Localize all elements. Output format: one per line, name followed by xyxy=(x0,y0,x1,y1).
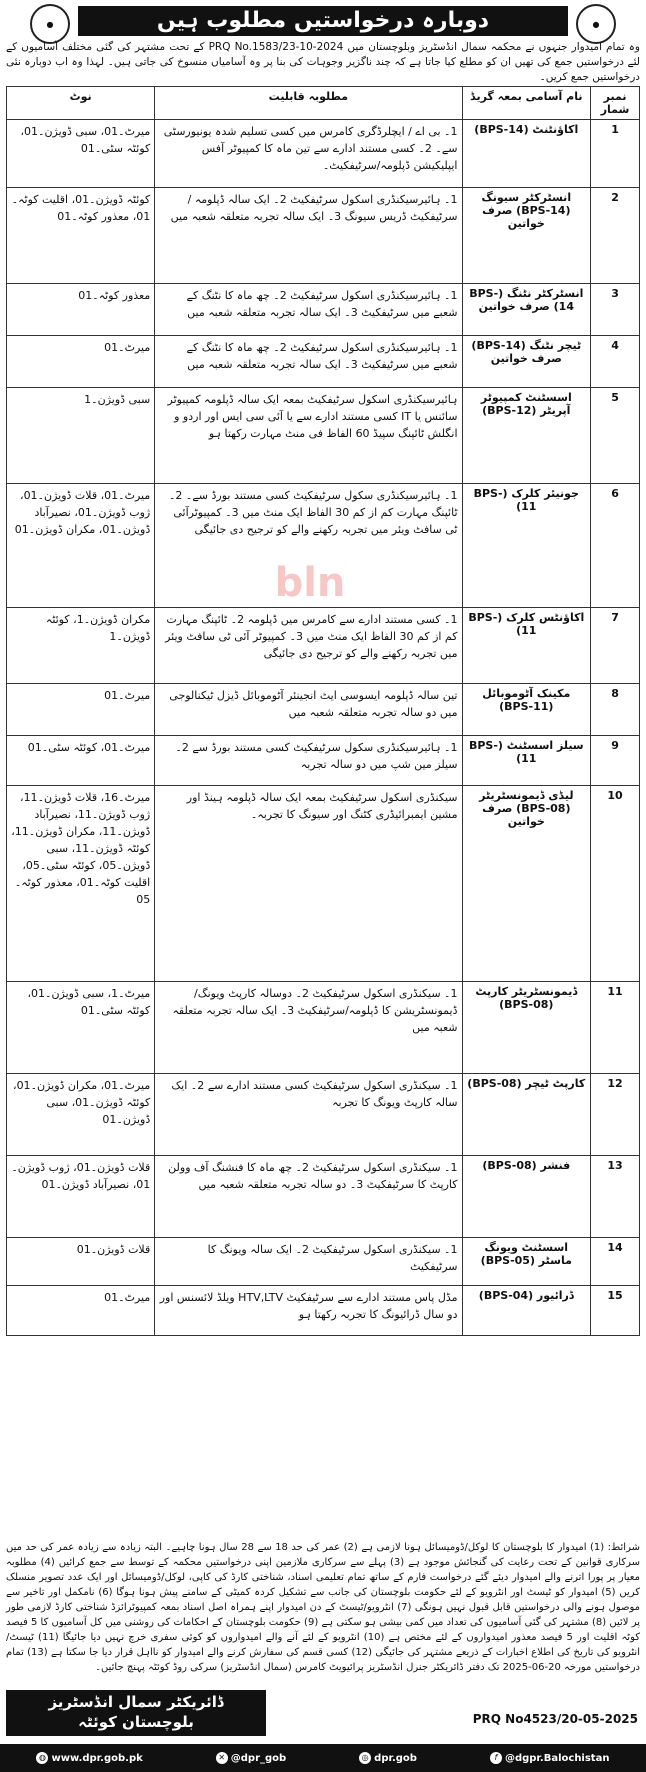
cell-notes: قلات ڈویژن۔01، ژوب ڈویژن۔01، نصیرآباد ڈویژن۔01 xyxy=(7,1156,155,1238)
cell-post: انسٹرکٹر نٹنگ (BPS-14) صرف خواتین xyxy=(462,284,591,336)
cell-notes: میرٹ۔01 xyxy=(7,684,155,736)
table-row xyxy=(7,1238,640,1286)
twitter-icon: ✕ xyxy=(216,1752,228,1764)
cell-notes: قلات ڈویژن۔01 xyxy=(7,1238,155,1286)
watermark: bln xyxy=(274,560,346,606)
table-row xyxy=(7,284,640,336)
cell-notes: میرٹ۔1، سبی ڈویژن۔01، کوئٹہ سٹی۔01 xyxy=(7,982,155,1074)
cell-notes: میرٹ۔01، مکران ڈویژن۔01، کوئٹہ ڈویژن۔01، سبی ڈویژن۔01 xyxy=(7,1074,155,1156)
footer-facebook[interactable]: f @dgpr.Balochistan xyxy=(490,1752,610,1764)
director-location: بلوچستان کوئٹہ xyxy=(78,1713,194,1731)
cell-sno: 4 xyxy=(591,336,640,388)
cell-notes: میرٹ۔01، سبی ڈویژن۔01، کوئٹہ سٹی۔01 xyxy=(7,120,155,188)
cell-notes: کوئٹہ ڈویژن۔01، اقلیت کوٹہ۔01، معذور کوٹہ۔01 xyxy=(7,188,155,284)
prq-number: PRQ No4523/20-05-2025 xyxy=(472,1712,638,1726)
cell-post: ٹیچر نٹنگ (BPS-14) صرف خواتین xyxy=(462,336,591,388)
cell-qualification: 1۔ ہائیرسیکنڈری سکول سرٹیفکیٹ کسی مستند بورڈ سے 2۔ سیلز مین شپ میں دو سالہ تجربہ xyxy=(155,736,462,786)
cell-post: مکینک آٹوموبائل (BPS-11) xyxy=(462,684,591,736)
cell-sno: 2 xyxy=(591,188,640,284)
footer-twitter[interactable]: ✕ @dpr_gob xyxy=(216,1752,286,1764)
cell-qualification: 1۔ سیکنڈری اسکول سرٹیفکیٹ 2۔ چھ ماہ کا فنشنگ آف وولن کارپٹ کا سرٹیفکیٹ 3۔ دو سالہ تجربہ متعلقہ شعبہ میں xyxy=(155,1156,462,1238)
cell-sno: 1 xyxy=(591,120,640,188)
intro-text: وہ تمام امیدوار جنہوں نے محکمہ سمال انڈسٹریز وبلوچستان میں PRQ No.1583/23-10-2024 کے تحت مشتہر کی گئی مختلف آسامیوں کے لئے درخواستیں جمع کی تھیں ان کو مطلع کیا جاتا ہے کہ چند ناگزیر وجوہات کی بنا پر وہ آسامیاں منسوخ کی جاتی ہیں۔ لہذا وہ اب دوبارہ نئی درخواستیں جمع کریں۔ xyxy=(6,41,641,83)
cell-qualification: 1۔ سیکنڈری اسکول سرٹیفکیٹ 2۔ ایک سالہ ویونگ کا سرٹیفکیٹ xyxy=(155,1238,462,1286)
cell-sno: 7 xyxy=(591,608,640,684)
cell-post: فنشر (BPS-08) xyxy=(462,1156,591,1238)
government-seal-icon: ● xyxy=(576,4,616,44)
table-row xyxy=(7,786,640,982)
cell-sno: 9 xyxy=(591,736,640,786)
cell-qualification: 1۔ ہائیرسیکنڈری اسکول سرٹیفکیٹ 2۔ چھ ماہ کا نٹنگ کے شعبے میں سرٹیفکیٹ 3۔ ایک سالہ تجربہ متعلقہ شعبہ میں xyxy=(155,336,462,388)
cell-qualification: 1۔ بی اے / ایچلرڈگری کامرس میں کسی تسلیم شدہ یونیورسٹی سے۔ 2۔ کسی مستند ادارے سے تین ماہ کا کمپیوٹر آفس ایپلیکیشن ڈپلومہ/سرٹیفکیٹ۔ xyxy=(155,120,462,188)
cell-post: ڈیمونسٹریٹر کارپٹ (BPS-08) xyxy=(462,982,591,1074)
table-row xyxy=(7,1156,640,1238)
cell-sno: 5 xyxy=(591,388,640,484)
table-row xyxy=(7,1074,640,1156)
cell-notes: میرٹ۔01 xyxy=(7,1286,155,1336)
cell-notes: میرٹ۔01، کوئٹہ سٹی۔01 xyxy=(7,736,155,786)
director-signature-block xyxy=(6,1690,266,1736)
cell-sno: 12 xyxy=(591,1074,640,1156)
footer-website[interactable]: ◍ www.dpr.gob.pk xyxy=(36,1752,142,1764)
table-header-row xyxy=(7,87,640,120)
cell-notes: مکران ڈویژن۔1، کوئٹہ ڈویژن۔1 xyxy=(7,608,155,684)
header-qualification: مطلوبہ قابلیت xyxy=(155,87,462,120)
cell-qualification: مڈل پاس مستند ادارے سے سرٹیفکیٹ HTV,LTV ویلڈ لائسنس اور دو سال ڈرائیونگ کا تجربہ رکھتا ہو xyxy=(155,1286,462,1336)
cell-sno: 14 xyxy=(591,1238,640,1286)
cell-notes: سبی ڈویژن۔1 xyxy=(7,388,155,484)
cell-notes: معذور کوٹہ۔01 xyxy=(7,284,155,336)
instagram-icon: ◎ xyxy=(359,1752,371,1764)
header-post: نام آسامی بمعہ گریڈ xyxy=(462,87,591,120)
cell-sno: 13 xyxy=(591,1156,640,1238)
director-title: ڈائریکٹر سمال انڈسٹریز xyxy=(48,1693,224,1711)
cell-sno: 15 xyxy=(591,1286,640,1336)
cell-post: اکاؤنٹس کلرک (BPS-11) xyxy=(462,608,591,684)
cell-post: ڈرائیور (BPS-04) xyxy=(462,1286,591,1336)
table-row xyxy=(7,336,640,388)
footer xyxy=(0,1744,646,1772)
cell-post: کارپٹ ٹیچر (BPS-08) xyxy=(462,1074,591,1156)
cell-qualification: 1۔ ہائیرسیکنڈری سکول سرٹیفکیٹ کسی مستند بورڈ سے۔ 2۔ ٹائپنگ مہارت کم از کم 30 الفاظ ایک منٹ میں 3۔ کمپیوٹرآئی ٹی سافٹ ویئر میں تجربہ رکھنے والے کو ترجیح دی جائیگی xyxy=(155,484,462,608)
table-row xyxy=(7,188,640,284)
cell-post: اکاؤنٹنٹ (BPS-14) xyxy=(462,120,591,188)
cell-qualification: سیکنڈری اسکول سرٹیفکیٹ بمعہ ایک سالہ ڈپلومہ ہینڈ اور مشین ایمبرائیڈری کٹنگ اور سیونگ کا تجربہ۔ xyxy=(155,786,462,982)
globe-icon: ◍ xyxy=(36,1752,48,1764)
cell-notes: میرٹ۔01، قلات ڈویژن۔01، ژوب ڈویژن۔01، نصیرآباد ڈویژن۔01، مکران ڈویژن۔01 xyxy=(7,484,155,608)
header-notes: نوٹ xyxy=(7,87,155,120)
page-title: دوبارہ درخواستیں مطلوب ہیں xyxy=(78,6,568,36)
cell-sno: 11 xyxy=(591,982,640,1074)
table-row xyxy=(7,120,640,188)
cell-notes: میرٹ۔16، قلات ڈویژن۔11، ژوب ڈویژن۔11، نصیرآباد ڈویژن۔11، مکران ڈویژن۔11، کوئٹہ ڈویژن۔11، سبی ڈویژن۔05، کوئٹہ سٹی۔05، اقلیت کوٹہ۔01، معذور کوٹہ۔05 xyxy=(7,786,155,982)
cell-qualification: 1۔ سیکنڈری اسکول سرٹیفکیٹ 2۔ دوسالہ کارپٹ ویونگ/ڈیمونسٹریشن کا ڈپلومہ/سرٹیفکیٹ 3۔ ایک سالہ تجربہ متعلقہ شعبہ میں xyxy=(155,982,462,1074)
facebook-icon: f xyxy=(490,1752,502,1764)
footer-instagram[interactable]: ◎ dpr.gob xyxy=(359,1752,417,1764)
conditions-text: شرائط: (1) امیدوار کا بلوچستان کا لوکل/ڈومیسائل ہونا لازمی ہے (2) عمر کی حد 18 سے 28 سال ہونا چاہیے۔ البتہ زیادہ سے زیادہ عمر کی حد میں سرکاری قوانین کے تحت رعایت کی گنجائش موجود ہے (3) پہلے سے سرکاری ملازمین اپنی درخواستیں محکمہ کے توسط سے جمع کرائیں (4) مطلوبہ معیار پر پورا اترنے والے امیدوار دیئے گئے درخواست فارم کے ساتھ تمام تعلیمی اسناد، شناختی کارڈ کی کاپی، لوکل/ڈومیسائل اور ایک عدد تصویر منسلک کریں (5) امیدوار کو ٹیسٹ اور انٹرویو کے لئے حکومت بلوچستان کی جانب سے تشکیل کردہ کمیٹی کے سامنے پیش ہونا ہوگا (6) نامکمل اور تاخیر سے موصول ہونے والی درخواستیں قابل قبول نہیں ہونگی (7) انٹرویو/ٹیسٹ کے دن امیدوار اپنے ہمراہ اصل اسناد بمعہ کمپیوٹرائزڈ شناختی کارڈ لازمی طور پر لائیں (8) مشتہر کی گئی آسامیوں کی تعداد میں کمی بیشی ہو سکتی ہے (9) حکومت بلوچستان کے احکامات کی روشنی میں کل آسامیوں کا 5 فیصد کوٹہ اقلیت اور 5 فیصد معذور امیدواروں کے لئے مختص ہے (10) انٹرویو کے لئے آنے والے امیدواروں کو کوئی سفری خرچ نہیں دیا جائیگا (11) ٹیسٹ/انٹرویو کی تاریخ کی اطلاع اخبارات کے ذریعے مشتہر کی جائیگی (12) کسی قسم کی سفارش کرنے والے امیدوار کو نااہل قرار دیا جا سکتا ہے (13) تمام درخواستیں مورخہ 20-06-2025 تک دفتر ڈائریکٹر جنرل انڈسٹریز پرائیویٹ کامرس (سمال انڈسٹریز) سرکی روڈ کوئٹہ پہنچ جائیں۔ xyxy=(6,1542,641,1673)
cell-qualification: ہائیرسیکنڈری اسکول سرٹیفکیٹ بمعہ ایک سالہ ڈپلومہ کمپیوٹر سائنس یا IT کسی مستند ادارے سے یا آئی سی ایس اور اردو و انگلش ٹائپنگ سپیڈ 60 الفاظ فی منٹ مہارت رکھتا ہو xyxy=(155,388,462,484)
cell-qualification: 1۔ ہائیرسیکنڈری اسکول سرٹیفکیٹ 2۔ ایک سالہ ڈپلومہ / سرٹیفکیٹ ڈریس سیونگ 3۔ ایک سالہ تجربہ متعلقہ شعبہ میں xyxy=(155,188,462,284)
header-sno: نمبر شمار xyxy=(591,87,640,120)
table-row xyxy=(7,982,640,1074)
cell-qualification: 1۔ سیکنڈری اسکول سرٹیفکیٹ کسی مستند ادارے سے 2۔ ایک سالہ کارپٹ ویونگ کا تجربہ xyxy=(155,1074,462,1156)
cell-notes: میرٹ۔01 xyxy=(7,336,155,388)
table-row xyxy=(7,736,640,786)
cell-qualification: تین سالہ ڈپلومہ ایسوسی ایٹ انجینئر آٹوموبائل ڈیزل ٹیکنالوجی میں دو سالہ تجربہ متعلقہ شعبہ میں xyxy=(155,684,462,736)
cell-sno: 3 xyxy=(591,284,640,336)
cell-post: اسسٹنٹ ویونگ ماسٹر (BPS-05) xyxy=(462,1238,591,1286)
balochistan-logo-icon: ● xyxy=(30,4,70,44)
cell-sno: 10 xyxy=(591,786,640,982)
cell-qualification: 1۔ ہائیرسیکنڈری اسکول سرٹیفکیٹ 2۔ چھ ماہ کا نٹنگ کے شعبے میں سرٹیفکیٹ 3۔ ایک سالہ تجربہ متعلقہ شعبہ میں xyxy=(155,284,462,336)
table-row xyxy=(7,388,640,484)
cell-sno: 8 xyxy=(591,684,640,736)
cell-qualification: 1۔ کسی مستند ادارے سے کامرس میں ڈپلومہ 2۔ ٹائپنگ مہارت کم از کم 30 الفاظ ایک منٹ میں 3۔ کمپیوٹر آئی ٹی سافٹ ویئر میں تجربہ رکھنے والے کو ترجیح دی جائیگی xyxy=(155,608,462,684)
cell-post: سیلز اسسٹنٹ (BPS-11) xyxy=(462,736,591,786)
cell-post: لیڈی ڈیمونسٹریٹر (BPS-08) صرف خواتین xyxy=(462,786,591,982)
jobs-table xyxy=(6,86,640,1336)
table-row xyxy=(7,1286,640,1336)
cell-post: انسٹرکٹر سیونگ (BPS-14) صرف خواتین xyxy=(462,188,591,284)
cell-post: اسسٹنٹ کمپیوٹر آپریٹر (BPS-12) xyxy=(462,388,591,484)
cell-sno: 6 xyxy=(591,484,640,608)
cell-post: جونیئر کلرک (BPS-11) xyxy=(462,484,591,608)
